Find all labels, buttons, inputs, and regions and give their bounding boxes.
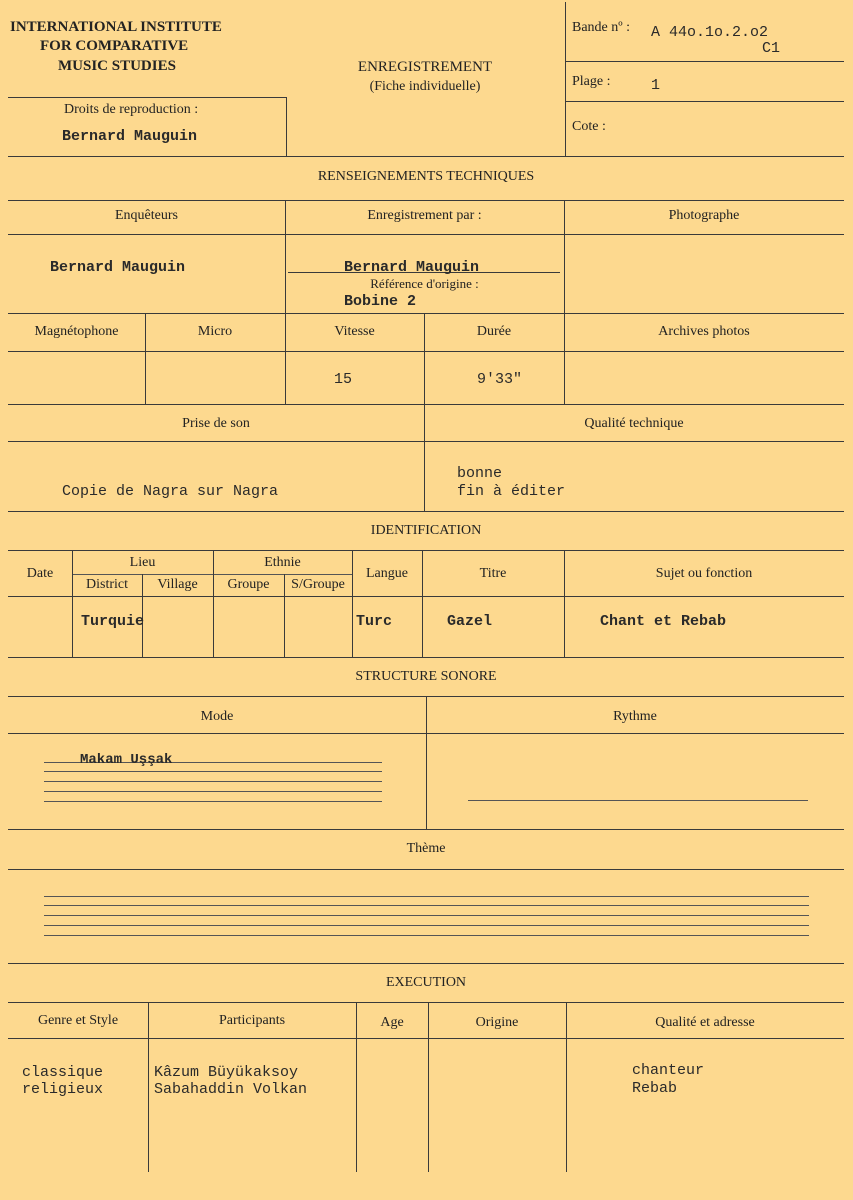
quality-line1: chanteur: [632, 1062, 705, 1079]
title-value: Gazel: [447, 613, 493, 630]
genre-label: Genre et Style: [37, 1013, 119, 1028]
mode-value: Makam Uşşak: [80, 752, 173, 768]
rule: [8, 156, 844, 157]
speed-label: Vitesse: [334, 324, 375, 339]
origin-label: Origine: [475, 1015, 519, 1030]
mode-label: Mode: [200, 709, 234, 724]
writing-line: [44, 781, 382, 782]
group-label: Groupe: [227, 577, 270, 592]
institute-name-line3: MUSIC STUDIES: [58, 58, 176, 74]
rule: [8, 200, 844, 201]
rule: [565, 2, 566, 156]
rule: [8, 869, 844, 870]
rule: [8, 550, 844, 551]
writing-line: [44, 771, 382, 772]
duration-value: 9'33": [477, 371, 523, 388]
section-technical-title: RENSEIGNEMENTS TECHNIQUES: [317, 169, 535, 184]
institute-name-line2: FOR COMPARATIVE: [40, 38, 189, 54]
rule: [8, 313, 844, 314]
language-label: Langue: [366, 566, 408, 581]
photographer-label: Photographe: [668, 208, 740, 223]
form-title: ENREGISTREMENT: [357, 59, 493, 75]
rule: [8, 441, 844, 442]
district-label: District: [86, 577, 128, 592]
investigators-label: Enquêteurs: [115, 208, 178, 223]
rule: [8, 1038, 844, 1039]
place-label: Lieu: [129, 555, 156, 570]
tech-quality-label: Qualité technique: [584, 416, 684, 431]
writing-line: [44, 935, 809, 936]
rule: [8, 351, 844, 352]
tech-quality-line1: bonne: [457, 465, 503, 482]
rights-label: Droits de reproduction :: [64, 102, 199, 117]
participants-label: Participants: [218, 1013, 286, 1028]
writing-line: [44, 915, 809, 916]
recorder-label: Magnétophone: [34, 324, 119, 339]
subject-label: Sujet ou fonction: [655, 566, 753, 581]
district-value: Turquie: [81, 613, 145, 630]
quality-label: Qualité et adresse: [655, 1015, 755, 1030]
language-value: Turc: [356, 613, 393, 630]
village-label: Village: [157, 577, 198, 592]
writing-line: [44, 905, 809, 906]
age-label: Age: [380, 1015, 404, 1030]
rule: [565, 101, 844, 102]
institute-name-line1: INTERNATIONAL INSTITUTE: [10, 19, 222, 35]
micro-label: Micro: [197, 324, 233, 339]
photo-archive-label: Archives photos: [658, 324, 750, 339]
recorded-by-value: Bernard Mauguin: [344, 259, 480, 276]
origin-ref-value: Bobine 2: [344, 293, 417, 310]
rhythm-label: Rythme: [613, 709, 657, 724]
rule: [8, 511, 844, 512]
rights-value: Bernard Mauguin: [62, 128, 198, 145]
rule: [8, 97, 286, 98]
section-identification-title: IDENTIFICATION: [370, 523, 482, 538]
origin-ref-label: Référence d'origine :: [370, 276, 479, 291]
tape-label: Bande nº :: [572, 20, 630, 35]
writing-line: [44, 925, 809, 926]
cote-label: Cote :: [572, 119, 606, 134]
rule: [72, 574, 352, 575]
writing-line: [44, 801, 382, 802]
subject-value: Chant et Rebab: [600, 613, 727, 630]
quality-line2: Rebab: [632, 1080, 678, 1097]
rule: [8, 657, 844, 658]
tape-value: A 44o.1o.2.o2: [651, 24, 769, 41]
genre-line1: classique: [22, 1064, 104, 1081]
rule: [8, 963, 844, 964]
section-structure-title: STRUCTURE SONORE: [355, 669, 497, 684]
participant-1: Kâzum Büyükaksoy: [154, 1064, 299, 1081]
participant-2: Sabahaddin Volkan: [154, 1081, 308, 1098]
writing-line: [44, 896, 809, 897]
duration-label: Durée: [476, 324, 512, 339]
track-value: 1: [651, 77, 661, 94]
investigators-value: Bernard Mauguin: [50, 259, 186, 276]
title-label: Titre: [479, 566, 507, 581]
rule: [564, 200, 565, 404]
rule: [8, 1002, 844, 1003]
form-subtitle: (Fiche individuelle): [369, 79, 481, 94]
sound-capture-value: Copie de Nagra sur Nagra: [62, 483, 279, 500]
genre-line2: religieux: [22, 1081, 104, 1098]
rule: [8, 596, 844, 597]
ethnie-label: Ethnie: [264, 555, 301, 570]
section-execution-title: EXECUTION: [385, 975, 467, 990]
rule: [8, 234, 844, 235]
date-label: Date: [26, 566, 54, 581]
subgroup-label: S/Groupe: [291, 577, 345, 592]
rule: [286, 97, 287, 156]
rule: [8, 829, 844, 830]
rule: [565, 61, 844, 62]
tech-quality-line2: fin à éditer: [457, 483, 566, 500]
track-label: Plage :: [572, 74, 611, 89]
tape-value-c1: C1: [762, 40, 781, 57]
rule: [285, 200, 286, 404]
speed-value: 15: [334, 371, 353, 388]
recorded-by-label: Enregistrement par :: [367, 208, 482, 223]
writing-line: [44, 791, 382, 792]
sound-capture-label: Prise de son: [182, 416, 250, 431]
theme-label: Thème: [406, 841, 446, 856]
writing-line: [468, 800, 808, 801]
rule: [8, 404, 844, 405]
